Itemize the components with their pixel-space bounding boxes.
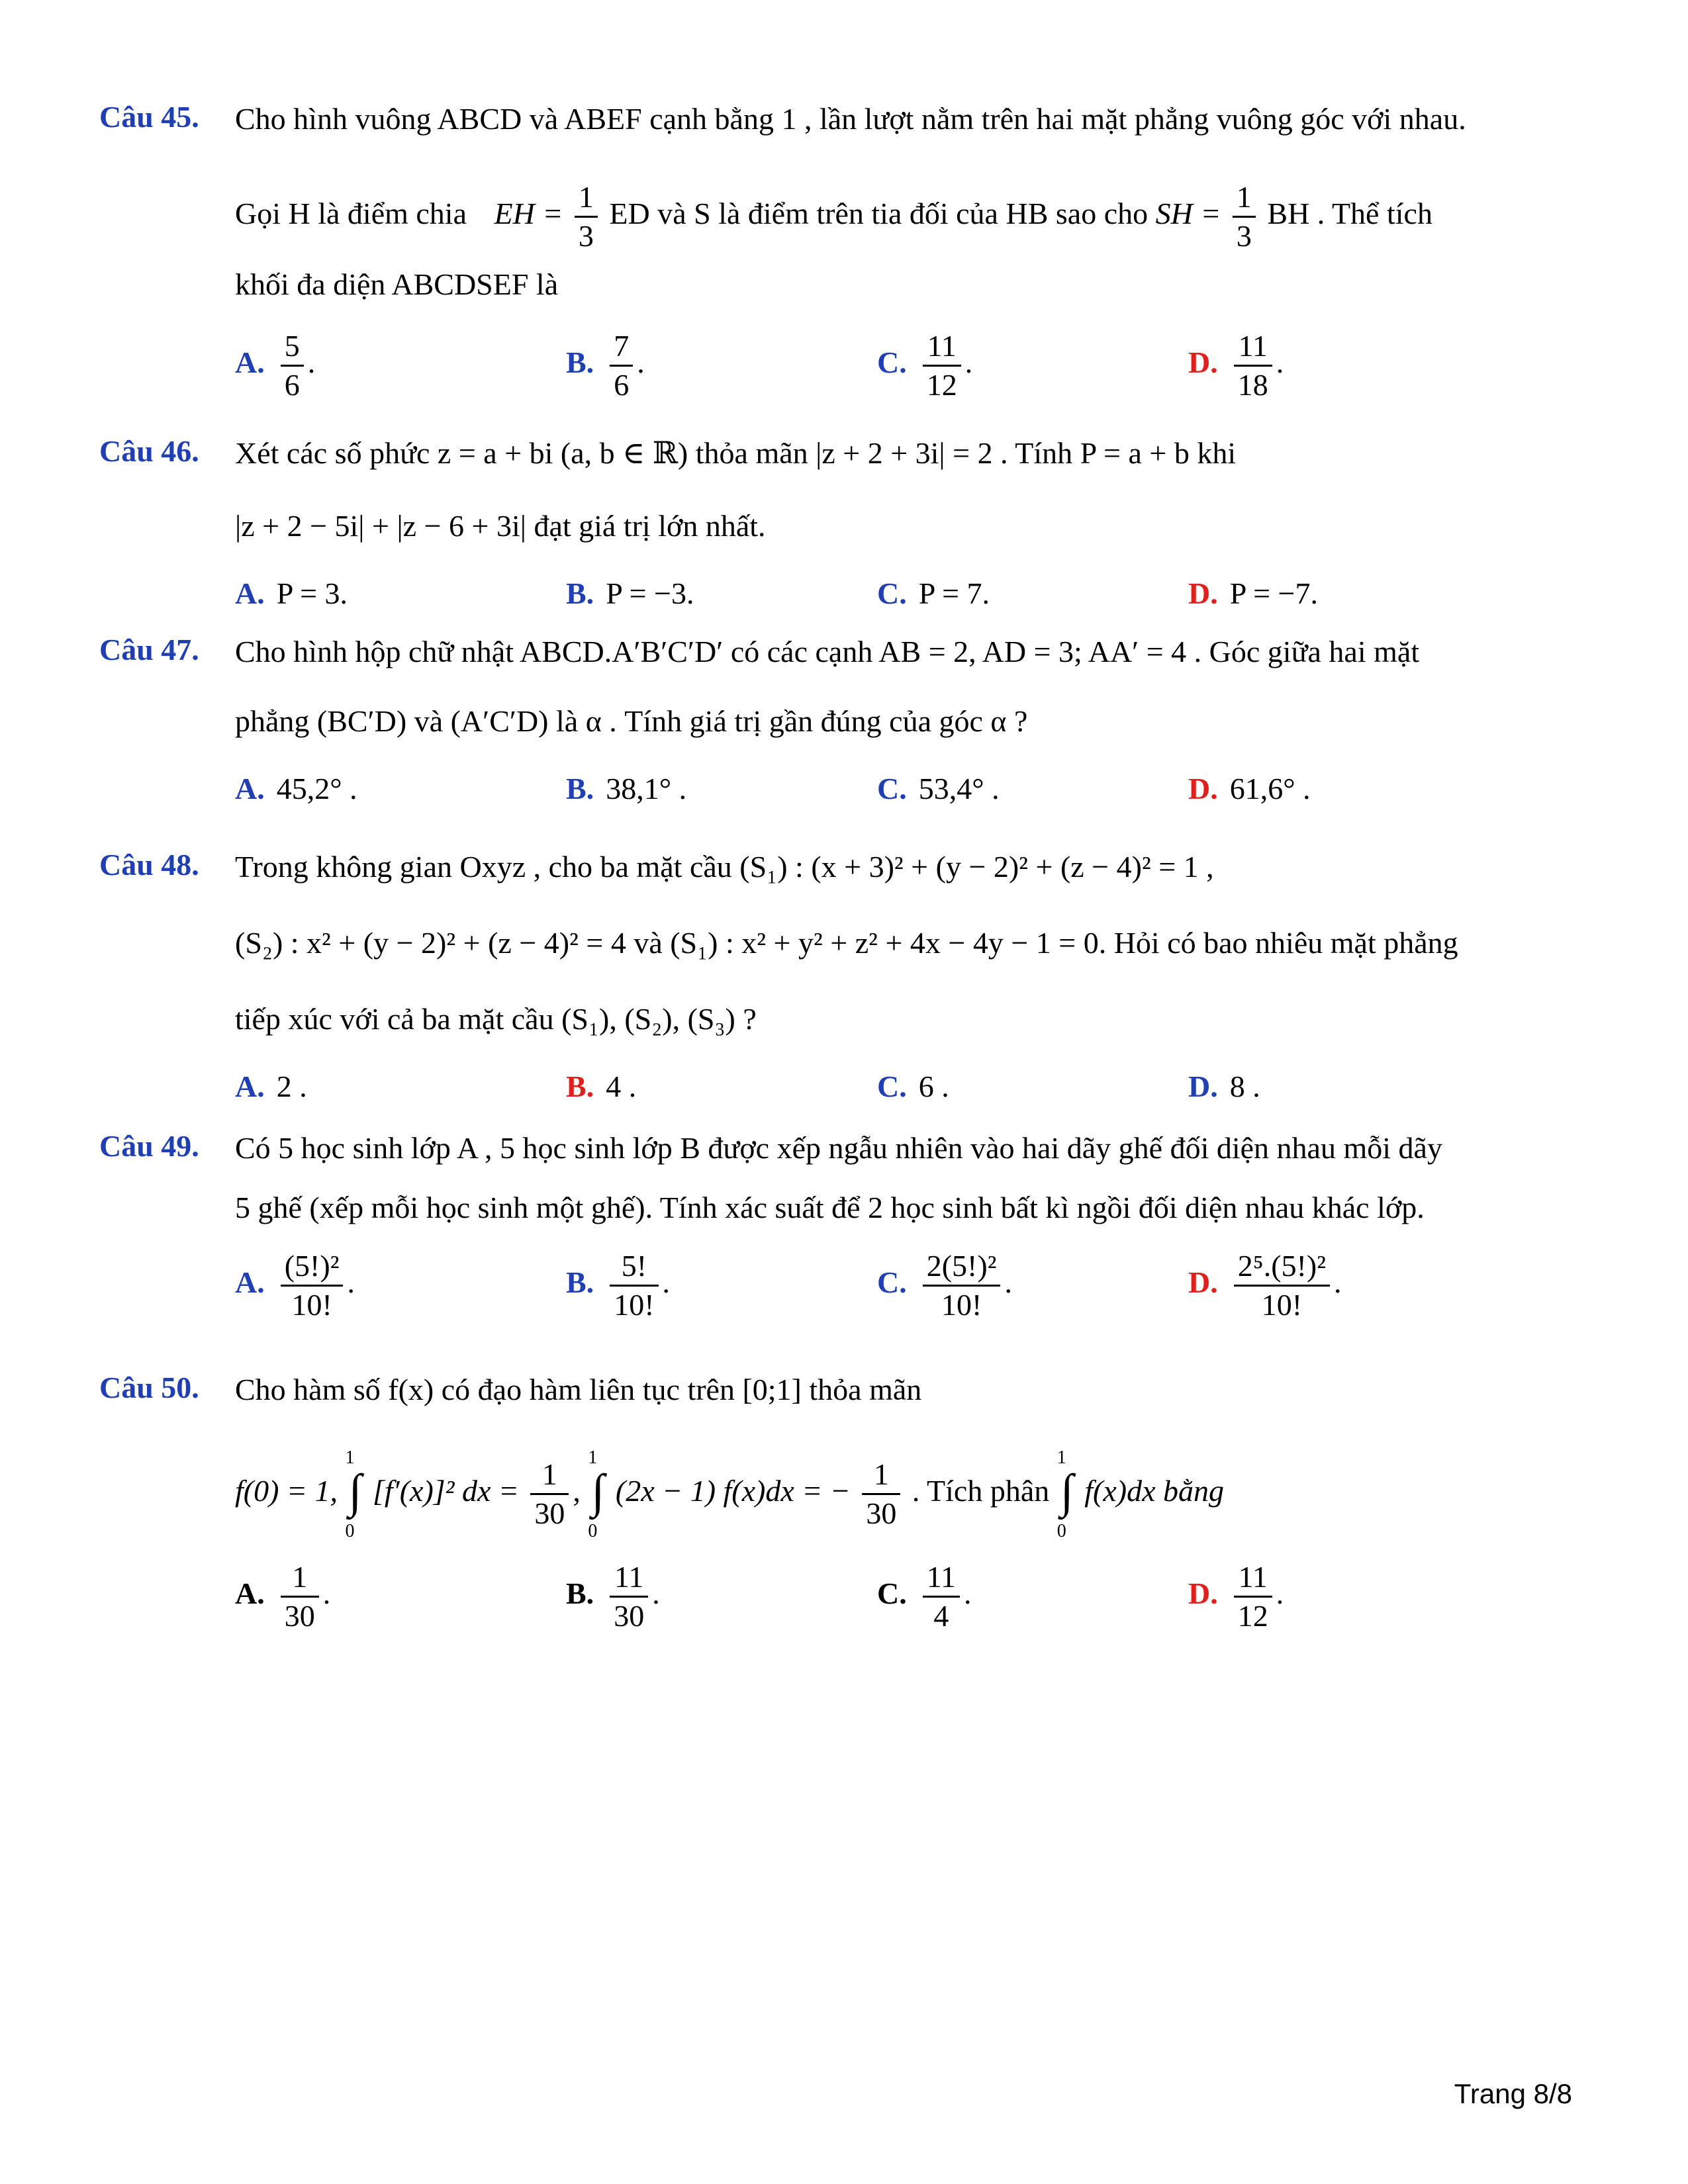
question-text: Có 5 học sinh lớp A , 5 học sinh lớp B được xếp ngẫu nhiên vào hai dãy ghế đối diện nhau mỗi dãy <box>235 1131 1442 1165</box>
answer-a: A. P = 3. <box>235 576 348 610</box>
answer-c: C. $\frac{11}{4}$ . <box>877 1560 972 1633</box>
question-number: Câu 49. <box>99 1129 199 1163</box>
answer-a: A. $\frac{1}{30}$ . <box>235 1560 331 1633</box>
question-text: 5 ghế (xếp mỗi học sinh một ghế). Tính xác suất để 2 học sinh bất kì ngồi đối diện nhau khác lớp. <box>235 1191 1425 1224</box>
question-text: Cho hàm số f(x) có đạo hàm liên tục trên [0;1] thỏa mãn <box>235 1373 922 1406</box>
question-text: Gọi H là điểm chia EH = $\frac{1}{3}$ ED và S là điểm trên tia đối của HB sao cho SH = $\frac{1}{3}$ BH . Thể tích <box>235 180 1432 253</box>
answer-b: B. $\frac{7}{6}$ . <box>566 329 645 402</box>
question-text: tiếp xúc với cả ba mặt cầu (S₁), (S₂), (S₃) ? <box>235 1002 757 1036</box>
question-text: Trong không gian Oxyz , cho ba mặt cầu (S₁) : (x + 3)² + (y − 2)² + (z − 4)² = 1 , <box>235 850 1214 884</box>
question-text: phẳng (BC′D) và (A′C′D) là α . Tính giá trị gần đúng của góc α ? <box>235 704 1028 738</box>
answer-b: B. 4 . <box>566 1069 637 1103</box>
answer-d: D. $\frac{11}{12}$ . <box>1188 1560 1284 1633</box>
question-text: (S₂) : x² + (y − 2)² + (z − 4)² = 4 và (S₁) : x² + y² + z² + 4x − 4y − 1 = 0. Hỏi có bao nhiêu mặt phẳng <box>235 926 1458 960</box>
answer-d: D. 8 . <box>1188 1069 1260 1103</box>
question-text: Cho hình vuông ABCD và ABEF cạnh bằng 1 , lần lượt nằm trên hai mặt phẳng vuông góc với nhau. <box>235 102 1466 136</box>
question-text: khối đa diện ABCDSEF là <box>235 267 559 301</box>
question-number: Câu 48. <box>99 848 199 882</box>
answer-c: C. P = 7. <box>877 576 990 610</box>
question-text: Cho hình hộp chữ nhật ABCD.A′B′C′D′ có các cạnh AB = 2, AD = 3; AA′ = 4 . Góc giữa hai mặt <box>235 635 1420 668</box>
question-text: Xét các số phức z = a + bi (a, b ∈ ℝ) thỏa mãn |z + 2 + 3i| = 2 . Tính P = a + b khi <box>235 436 1237 470</box>
answer-b: B. 38,1° . <box>566 772 687 805</box>
answer-c: C. $\frac{11}{12}$ . <box>877 329 973 402</box>
answer-d: D. 61,6° . <box>1188 772 1311 805</box>
answer-a: A. $\frac{5}{6}$ . <box>235 329 316 402</box>
answer-b: B. P = −3. <box>566 576 694 610</box>
question-number: Câu 46. <box>99 434 199 468</box>
question-number: Câu 47. <box>99 633 199 666</box>
answer-a: A. 45,2° . <box>235 772 357 805</box>
answer-a: A. 2 . <box>235 1069 307 1103</box>
answer-b: B. $\frac{5!}{10!}$ . <box>566 1249 671 1322</box>
question-text: |z + 2 − 5i| + |z − 6 + 3i| đạt giá trị lớn nhất. <box>235 509 766 543</box>
question-number: Câu 50. <box>99 1371 199 1404</box>
answer-c: C. $\frac{\text{2(5!)²}}{10!}$ . <box>877 1249 1012 1322</box>
question-number: Câu 45. <box>99 100 199 134</box>
answer-d: D. $\frac{\text{2⁵.(5!)²}}{10!}$ . <box>1188 1249 1342 1322</box>
answer-b: B. $\frac{11}{30}$ . <box>566 1560 660 1633</box>
answer-c: C. 53,4° . <box>877 772 1000 805</box>
answer-d: D. $\frac{11}{18}$ . <box>1188 329 1284 402</box>
answer-a: A. $\frac{\text{(5!)²}}{10!}$ . <box>235 1249 355 1322</box>
page-footer: Trang 8/8 <box>1454 2078 1572 2109</box>
answer-c: C. 6 . <box>877 1069 949 1103</box>
question-text: f(0) = 1, 1 ∫ 0 [f′(x)]² dx = $\frac{1}{30}$ , 1 ∫ 0 (2x − 1) f(x)dx = − $\frac{1}{30}$ . Tích phân 1 ∫ 0 f(x)dx bằng <box>235 1447 1225 1541</box>
answer-d: D. P = −7. <box>1188 576 1318 610</box>
